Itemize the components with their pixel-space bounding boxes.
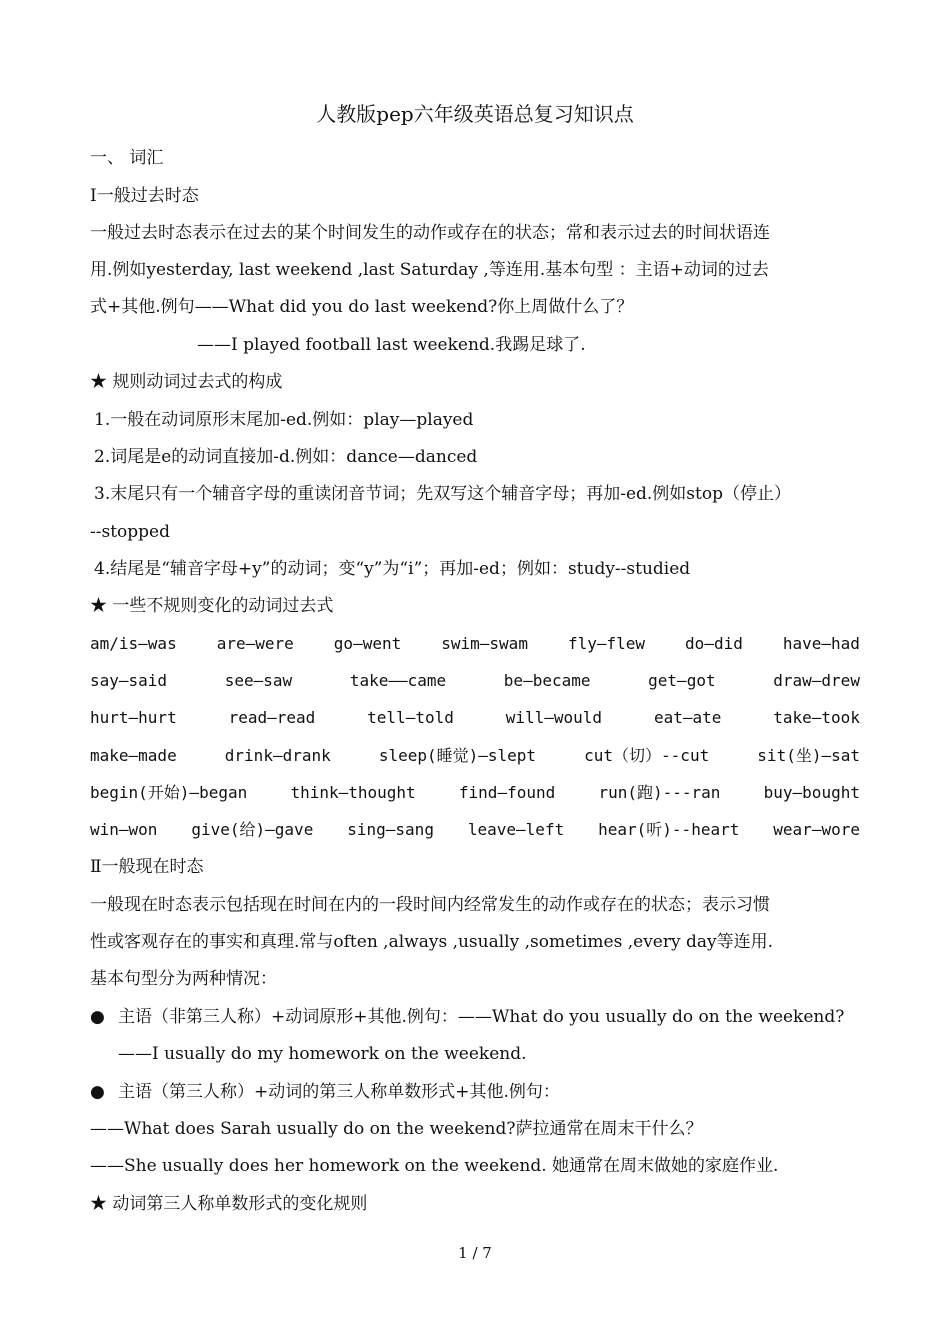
verb-pair: sleep(睡觉)—slept — [378, 746, 537, 765]
verb-pair: draw—drew — [773, 671, 860, 690]
rule-heading: ★ 动词第三人称单数形式的变化规则 — [90, 1194, 368, 1214]
irregular-verb-row — [90, 632, 860, 656]
paragraph-line: 基本句型分为两种情况： — [90, 969, 277, 989]
verb-pair: begin(开始)—began — [90, 783, 248, 802]
verb-pair: take—took — [773, 708, 860, 727]
verb-pair: get—got — [648, 671, 716, 690]
irregular-verb-row — [90, 706, 860, 730]
verb-pair: eat—ate — [653, 708, 722, 727]
verb-pair: are—were — [216, 634, 294, 653]
verb-pair: do—did — [685, 634, 743, 653]
verb-pair: give(给)—gave — [191, 820, 314, 839]
rule-item-continued: --stopped — [90, 522, 170, 542]
verb-pair: have—had — [782, 634, 860, 653]
verb-pair: take——came — [349, 671, 447, 690]
irregular-verb-row — [90, 744, 860, 768]
paragraph-line: 一般过去时态表示在过去的某个时间发生的动作或存在的状态；常和表示过去的时间状语连 — [90, 223, 770, 243]
verb-pair: swim—swam — [441, 634, 528, 653]
verb-pair: am/is—was — [90, 634, 177, 653]
irregular-verb-row — [90, 669, 860, 693]
page-number: 1 / 7 — [458, 1244, 492, 1262]
verb-pair: cut（切）--cut — [584, 746, 710, 765]
verb-pair: wear—wore — [773, 820, 860, 839]
verb-pair: hear(听)--heart — [598, 820, 740, 839]
rule-item: 2.词尾是e的动词直接加-d.例如：dance—danced — [94, 447, 478, 467]
verb-pair: think—thought — [290, 783, 416, 802]
verb-pair: sit(坐)—sat — [757, 746, 860, 765]
example-line: ——I usually do my homework on the weekend. — [118, 1044, 527, 1064]
verb-pair: be—became — [503, 671, 591, 690]
page-title: 人教版pep六年级英语总复习知识点 — [316, 102, 634, 126]
subsection-heading: Ⅱ一般现在时态 — [90, 857, 204, 877]
irregular-verb-row — [90, 818, 860, 842]
verb-pair: find—found — [458, 783, 556, 802]
bullet-icon: ● — [90, 1007, 105, 1027]
paragraph-line: 用.例如yesterday, last weekend ,last Saturday ,等连用.基本句型 ：主语+动词的过去 — [90, 260, 769, 280]
verb-pair: read—read — [228, 708, 316, 727]
verb-pair: leave—left — [467, 820, 565, 839]
verb-pair: fly—flew — [567, 634, 646, 653]
section-heading: 一、 词汇 — [90, 148, 164, 168]
verb-pair: run(跑)---ran — [598, 783, 721, 802]
irregular-verb-row — [90, 781, 860, 805]
bullet-item — [90, 1005, 860, 1029]
verb-pair: buy—bought — [763, 783, 860, 802]
verb-pair: see—saw — [224, 671, 293, 690]
verb-pair: say—said — [90, 671, 168, 690]
example-line: ——She usually does her homework on the weekend. 她通常在周末做她的家庭作业. — [90, 1156, 779, 1176]
rule-item: 4.结尾是“辅音字母+y”的动词；变“y”为“i”；再加-ed；例如：study--studied — [94, 559, 691, 579]
example-line: ——I played football last weekend.我踢足球了. — [197, 335, 586, 355]
verb-pair: tell—told — [367, 708, 454, 727]
subsection-heading: Ⅰ一般过去时态 — [90, 186, 199, 206]
verb-pair: drink—drank — [224, 746, 331, 765]
example-line: ——What does Sarah usually do on the weekend?萨拉通常在周末干什么？ — [90, 1119, 703, 1139]
paragraph-line: 式+其他.例句——What did you do last weekend?你上周做什么了？ — [90, 297, 634, 317]
rule-heading: ★ 一些不规则变化的动词过去式 — [90, 596, 334, 616]
rule-item: 3.末尾只有一个辅音字母的重读闭音节词；先双写这个辅音字母；再加-ed.例如stop（停止） — [94, 484, 791, 504]
verb-pair: go—went — [333, 634, 402, 653]
rule-item: 1.一般在动词原形末尾加-ed.例如：play—played — [94, 410, 474, 430]
paragraph-line: 一般现在时态表示包括现在时间在内的一段时间内经常发生的动作或存在的状态；表示习惯 — [90, 895, 770, 915]
bullet-icon: ● — [90, 1082, 105, 1102]
verb-pair: will—would — [505, 708, 603, 727]
paragraph-line: 性或客观存在的事实和真理.常与often ,always ,usually ,sometimes ,every day等连用. — [90, 932, 774, 952]
verb-pair: sing—sang — [347, 820, 434, 839]
rule-heading: ★ 规则动词过去式的构成 — [90, 372, 283, 392]
bullet-text: 主语（非第三人称）+动词原形+其他.例句：——What do you usually do on the weekend? — [118, 1007, 845, 1027]
verb-pair: make—made — [90, 746, 177, 765]
verb-pair: hurt—hurt — [90, 708, 177, 727]
bullet-text: 主语（第三人称）+动词的第三人称单数形式+其他.例句： — [118, 1082, 560, 1102]
bullet-item — [90, 1080, 860, 1104]
verb-pair: win—won — [90, 820, 158, 839]
